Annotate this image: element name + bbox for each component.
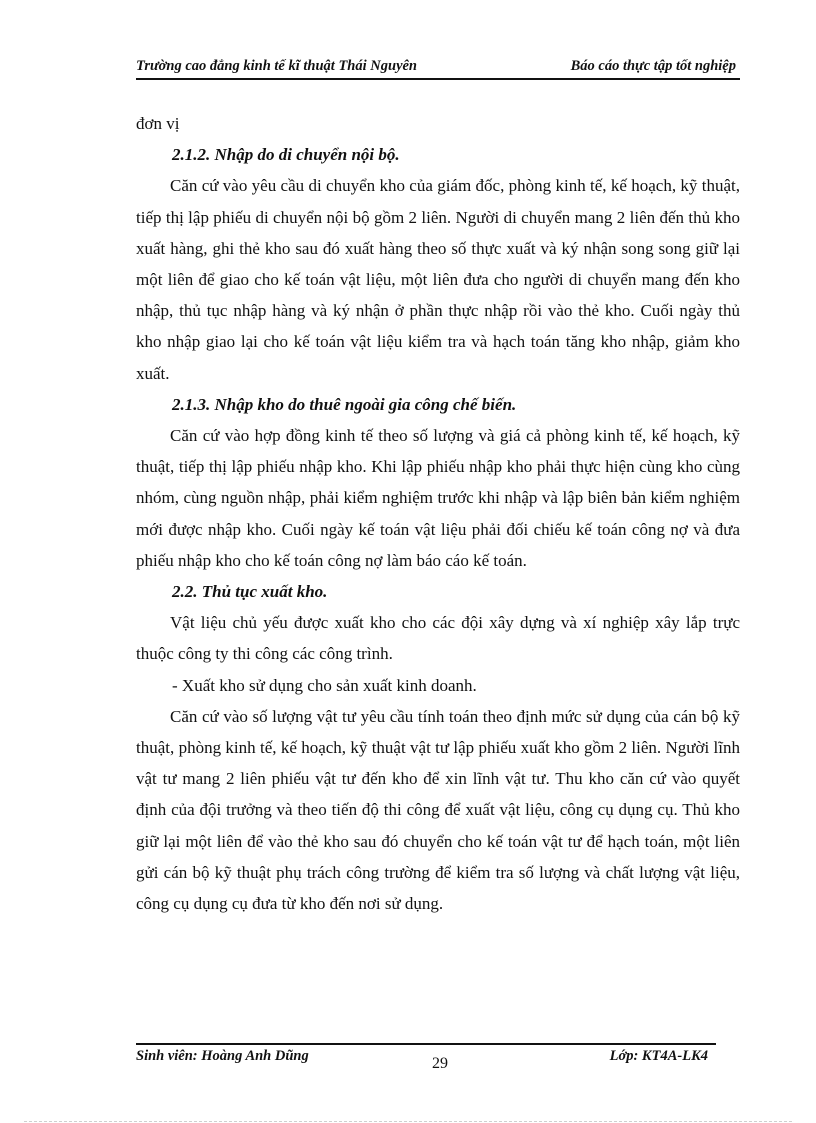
footer-divider (136, 1043, 716, 1045)
paragraph: Vật liệu chủ yếu được xuất kho cho các đội xây dựng và xí nghiệp xây lắp trực thuộc công ty thi công các công trình. (136, 613, 740, 664)
section-heading-2-1-3: 2.1.3. Nhập kho do thuê ngoài gia công chế biến. (172, 394, 517, 414)
paragraph-continuation: đơn vị (136, 114, 180, 133)
page-number: 29 (432, 1055, 448, 1072)
page-header (136, 56, 740, 80)
class-name: Lớp: KT4A-LK4 (609, 1048, 708, 1064)
page-boundary (24, 1121, 792, 1122)
student-name: Sinh viên: Hoàng Anh Dũng (136, 1048, 309, 1064)
paragraph: Căn cứ vào số lượng vật tư yêu cầu tính toán theo định mức sử dụng của cán bộ kỹ thuật, phòng kinh tế, kế hoạch, kỹ thuật vật tư lập phiếu xuất kho gồm 2 liên. Người lĩnh vật tư mang 2 liên phiếu vật tư đến kho để xin lĩnh vật tư. Thu kho căn cứ vào quyết định của đội trưởng và theo tiến độ thi công để xuất vật liệu, công cụ dụng cụ. Thủ kho giữ lại một liên để vào thẻ kho sau đó chuyển cho kế toán vật tư để hạch toán, một liên gửi cán bộ kỹ thuật phụ trách công trường để kiểm tra số lượng và chất lượng vật liệu, công cụ dụng cụ đưa từ kho đến nơi sử dụng. (136, 706, 740, 914)
paragraph: Căn cứ vào yêu cầu di chuyển kho của giám đốc, phòng kinh tế, kế hoạch, kỹ thuật, tiếp thị lập phiếu di chuyển nội bộ gồm 2 liên. Người di chuyển mang 2 liên đến thủ kho xuất hàng, ghi thẻ kho sau đó xuất hàng theo số thực xuất và ký nhận song song giữ lại một liên để giao cho kế toán vật liệu, một liên đưa cho người di chuyển mang đến kho nhập, thủ tục nhập hàng và ký nhận ở phần thực nhập rồi vào thẻ kho. Cuối ngày thủ kho nhập giao lại cho kế toán vật liệu kiểm tra và hạch toán tăng kho nhập, giảm kho xuất. (136, 176, 740, 383)
section-heading-2-2: 2.2. Thủ tục xuất kho. (172, 582, 328, 602)
school-name: Trường cao đẳng kinh tế kĩ thuật Thái Nguyên (136, 58, 418, 74)
report-title: Báo cáo thực tập tốt nghiệp (570, 58, 736, 74)
bullet-item: - Xuất kho sử dụng cho sản xuất kinh doanh. (172, 675, 477, 695)
paragraph: Căn cứ vào hợp đồng kinh tế theo số lượng và giá cả phòng kinh tế, kế hoạch, kỹ thuật, tiếp thị lập phiếu nhập kho. Khi lập phiếu nhập kho phải thực hiện cùng kho cùng nhóm, cùng nguồn nhập, phải kiểm nghiệm trước khi nhập và lập biên bản kiểm nghiệm mới được nhập kho. Cuối ngày kế toán vật liệu phải đối chiếu kế toán công nợ và đưa phiếu nhập kho cho kế toán công nợ làm báo cáo kế toán. (136, 426, 740, 570)
page-footer (136, 1048, 716, 1078)
document-body (136, 108, 740, 919)
section-heading-2-1-2: 2.1.2. Nhập do di chuyển nội bộ. (172, 145, 400, 165)
